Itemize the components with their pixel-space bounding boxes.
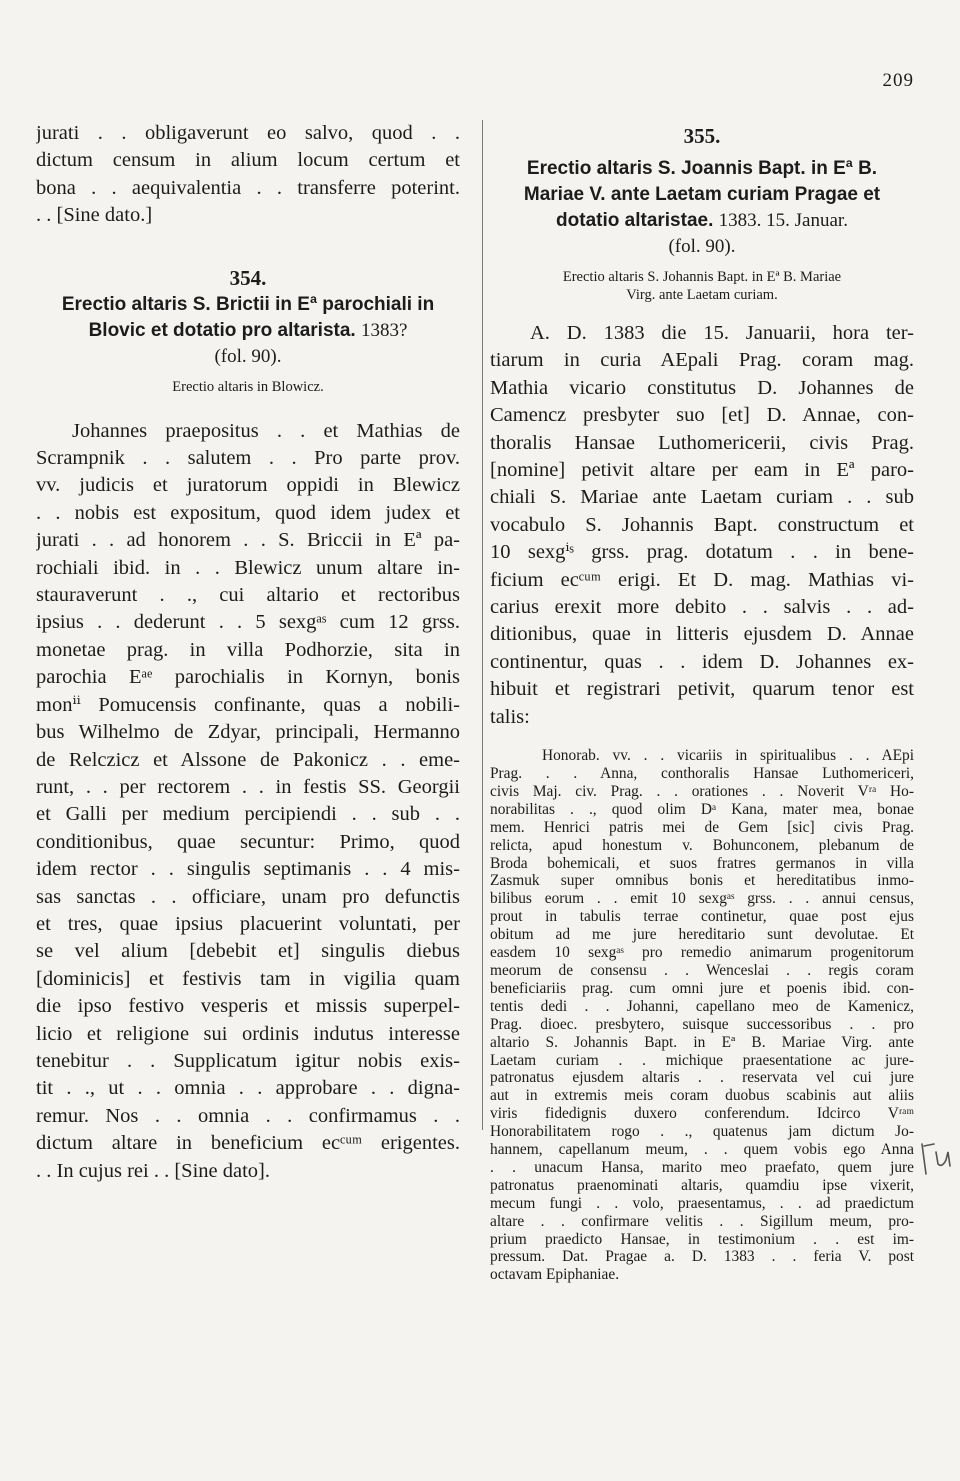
- text-line: tiarum in curia AEpali Prag. coram mag.: [490, 349, 914, 372]
- quoted-line: Prag. . . Anna, conthoralis Hansae Luthomericeri,: [490, 765, 914, 782]
- text-line: ditionibus, quae in litteris ejusdem D. Annae: [490, 623, 914, 646]
- quoted-line: Broda bohemicali, et suos fratres germanos in villa: [490, 854, 914, 872]
- quoted-line: easdem 10 sexgᵃˢ pro remedio animarum progenitorum: [490, 944, 914, 962]
- quoted-line: beneficiariis prag. cum omni jure et poenis ibid. con-: [490, 979, 914, 997]
- text-line: jurati . . obligaverunt eo salvo, quod . .: [36, 122, 460, 144]
- column-rule: [482, 120, 483, 1130]
- quoted-line: octavam Epiphaniae.: [490, 1266, 620, 1284]
- text-line: 10 sexgⁱˢ grss. prag. dotatum . . in bene-: [490, 541, 914, 564]
- text-line: A. D. 1383 die 15. Januarii, hora ter-: [530, 322, 914, 344]
- quoted-line: tentis dedi . . Johanni, capellano meo de Kamenicz,: [490, 997, 914, 1015]
- text-line: [nomine] petivit altare per eam in Eª paro-: [490, 459, 914, 482]
- document-subtitle: Erectio altaris S. Johannis Bapt. in Eª B. Mariae: [562, 269, 842, 285]
- text-line: carius erexit more debito . . salvis . . ad-: [490, 596, 914, 619]
- quoted-line: prout in tabulis terrae continetur, quae post ejus: [490, 908, 914, 926]
- text-line: talis:: [490, 705, 530, 728]
- text-line: licio et religione sui ordinis indutus interesse: [36, 1022, 460, 1045]
- quoted-line: viris fidedignis duxero conferendum. Idcirco Vʳᵃᵐ: [490, 1105, 914, 1123]
- heading-text: dotatio altaristae.: [556, 210, 714, 231]
- text-line: . . In cujus rei . . [Sine dato].: [36, 1159, 270, 1182]
- quoted-line: civis Maj. civ. Prag. . . orationes . . Noverit Vʳᵃ Ho-: [490, 782, 914, 800]
- text-line: Mathia vicario constitutus D. Johannes de: [490, 376, 914, 399]
- document-number: 355.: [683, 124, 721, 148]
- document-heading: [490, 208, 914, 234]
- document-heading: [36, 318, 460, 344]
- document-heading: Mariae V. ante Laetam curiam Pragae et: [523, 184, 881, 205]
- quoted-line: Zasmuk super omnibus bonis et hereditatibus inmo-: [490, 872, 914, 890]
- quoted-line: pressum. Dat. Pragae a. D. 1383 . . feria V. post: [490, 1248, 914, 1266]
- quoted-line: . . unacum Hansa, marito meo praefato, quem jure: [490, 1158, 914, 1176]
- text-line: se vel alium [debebit et] singulis diebus: [36, 940, 460, 963]
- heading-text: Blovic et dotatio pro altarista.: [88, 319, 356, 341]
- quoted-line: mem. Henrici patris mei de Gem [sic] civis Prag.: [490, 818, 914, 836]
- text-line: dictum censum in alium locum certum et: [36, 149, 460, 172]
- text-line: conditionibus, quae secuntur: Primo, quod: [36, 830, 460, 853]
- document-subtitle: Erectio altaris in Blowicz.: [172, 378, 324, 395]
- document-number: 354.: [229, 265, 267, 290]
- right-column: [490, 120, 914, 1284]
- heading-date: 1383?: [360, 319, 408, 341]
- text-line: parochia Eᵃᵉ parochialis in Kornyn, bonis: [36, 666, 460, 689]
- quoted-line: obitum ad me jure hereditario sunt devolutae. Et: [490, 926, 914, 944]
- quoted-line: meorum de consensu . . Wenceslai . . regis coram: [490, 961, 914, 979]
- text-line: et Galli per medium percipiendi . . sub . .: [36, 803, 460, 826]
- quoted-line: altario S. Johannis Bapt. in Eª B. Mariae Virg. ante: [490, 1033, 914, 1051]
- quoted-line: hannem, capellanum meum, . . quem vobis ego Anna: [490, 1141, 914, 1159]
- text-line: runt, . . per rectorem . . in festis SS. Georgii: [36, 775, 460, 798]
- text-line: stauraverunt . ., cui altario et rectoribus: [36, 584, 460, 607]
- quoted-line: patronatus praenominati altaris, quamdiu ipse vixerit,: [490, 1176, 914, 1194]
- text-line: sas sanctas . . officiare, unam pro defunctis: [36, 885, 460, 908]
- text-line: tit . ., ut . . omnia . . approbare . . digna-: [36, 1077, 460, 1100]
- document-body: [490, 320, 914, 731]
- handwritten-annotation-icon: [918, 1138, 958, 1178]
- text-line: idem rector . . singulis septimanis . . 4 mis-: [36, 858, 460, 881]
- text-line: monⁱⁱ Pomucensis confinante, quas a nobili-: [36, 693, 460, 716]
- text-line: vocabulo S. Johannis Bapt. constructum et: [490, 513, 914, 536]
- text-line: . . nobis est expositum, quod idem judex et: [36, 501, 460, 524]
- text-line: de Relczicz et Alssone de Pakonicz . . eme-: [36, 748, 460, 771]
- heading-date: 1383. 15. Januar.: [718, 210, 848, 231]
- quoted-charter: [490, 747, 914, 1284]
- text-line: [dominicis] et festivis tam in vigilia quam: [36, 967, 460, 990]
- text-line: monetae prag. in villa Podhorzie, sita in: [36, 638, 460, 661]
- text-line: tenebitur . . Supplicatum igitur nobis exis-: [36, 1049, 460, 1072]
- left-column: [36, 120, 460, 1185]
- quoted-line: relicta, apud honestum v. Bohunconem, plebanum de: [490, 836, 914, 854]
- quoted-line: altare . . confirmare velitis . . Sigillum meum, pro-: [490, 1212, 914, 1230]
- document-body: [36, 418, 460, 1185]
- quoted-line: bilibus eorum . . emit 10 sexgᵃˢ grss. . . annui census,: [490, 890, 914, 908]
- text-line: Scrampnik . . salutem . . Pro parte prov.: [36, 447, 460, 470]
- text-line: vv. judicis et juratorum oppidi in Blewicz: [36, 474, 460, 497]
- quoted-line: aut in extremis meis coram duobus scabinis aut aliis: [490, 1087, 914, 1105]
- text-line: dictum altare in beneficium ecᶜᵘᵐ erigentes.: [36, 1132, 460, 1155]
- text-line: . . [Sine dato.]: [36, 204, 153, 227]
- text-line: Johannes praepositus . . et Mathias de: [72, 419, 460, 442]
- page-number: 209: [882, 70, 914, 91]
- document-heading: Erectio altaris S. Joannis Bapt. in Eª B.: [526, 158, 878, 179]
- text-line: Camencz presbyter suo [et] D. Annae, con-: [490, 404, 914, 427]
- quoted-line: mecum fungi . . volo, praesentamus, . . ad praedictum: [490, 1194, 914, 1212]
- quoted-line: Honorabilitatem rogo . ., quatenus jam dictum Jo-: [490, 1123, 914, 1141]
- document-subtitle: Virg. ante Laetam curiam.: [626, 287, 778, 303]
- text-line: et tres, quae ipsius placuerint voluntati, per: [36, 912, 460, 935]
- intro-text: [36, 120, 460, 230]
- text-line: chiali S. Mariae ante Laetam curiam . . sub: [490, 486, 914, 509]
- text-line: ficium ecᶜᵘᵐ erigi. Et D. mag. Mathias vi-: [490, 568, 914, 591]
- quoted-line: Honorab. vv. . . vicariis in spiritualibus . . AEpi: [542, 747, 914, 765]
- text-line: bus Wilhelmo de Zdyar, principali, Hermanno: [36, 721, 460, 744]
- folio-reference: (fol. 90).: [668, 236, 736, 257]
- text-line: rochiali ibid. in . . Blewicz unum altare in-: [36, 556, 460, 579]
- quoted-line: patronatus ejusdem altaris . . reservata vel cui jure: [490, 1069, 914, 1087]
- text-line: bona . . aequivalentia . . transferre poterint.: [36, 176, 460, 199]
- quoted-line: Prag. dioec. presbytero, suisque successoribus . . pro: [490, 1015, 914, 1033]
- quoted-line: Laetam curiam . . michique praesentatione ac jure-: [490, 1051, 914, 1069]
- text-line: remur. Nos . . omnia . . confirmamus . .: [36, 1104, 460, 1127]
- text-line: continentur, quas . . idem D. Johannes ex-: [490, 650, 914, 673]
- text-line: jurati . . ad honorem . . S. Briccii in Eª pa-: [36, 529, 460, 552]
- text-line: ipsius . . dederunt . . 5 sexgᵃˢ cum 12 grss.: [36, 611, 460, 634]
- text-line: thoralis Hansae Luthomericerii, civis Prag.: [490, 431, 914, 454]
- text-line: die ipso festivo vesperis et missis superpel-: [36, 995, 460, 1018]
- folio-reference: (fol. 90).: [214, 345, 282, 367]
- document-heading: Erectio altaris S. Brictii in Eª parochiali in: [61, 293, 435, 315]
- text-line: hibuit et registrari petivit, quarum tenor est: [490, 678, 914, 701]
- quoted-line: prium praedicto Hansae, in testimonium . . est im-: [490, 1230, 914, 1248]
- quoted-line: norabilitas . ., quod olim Dᵃ Kana, mater mea, bonae: [490, 800, 914, 818]
